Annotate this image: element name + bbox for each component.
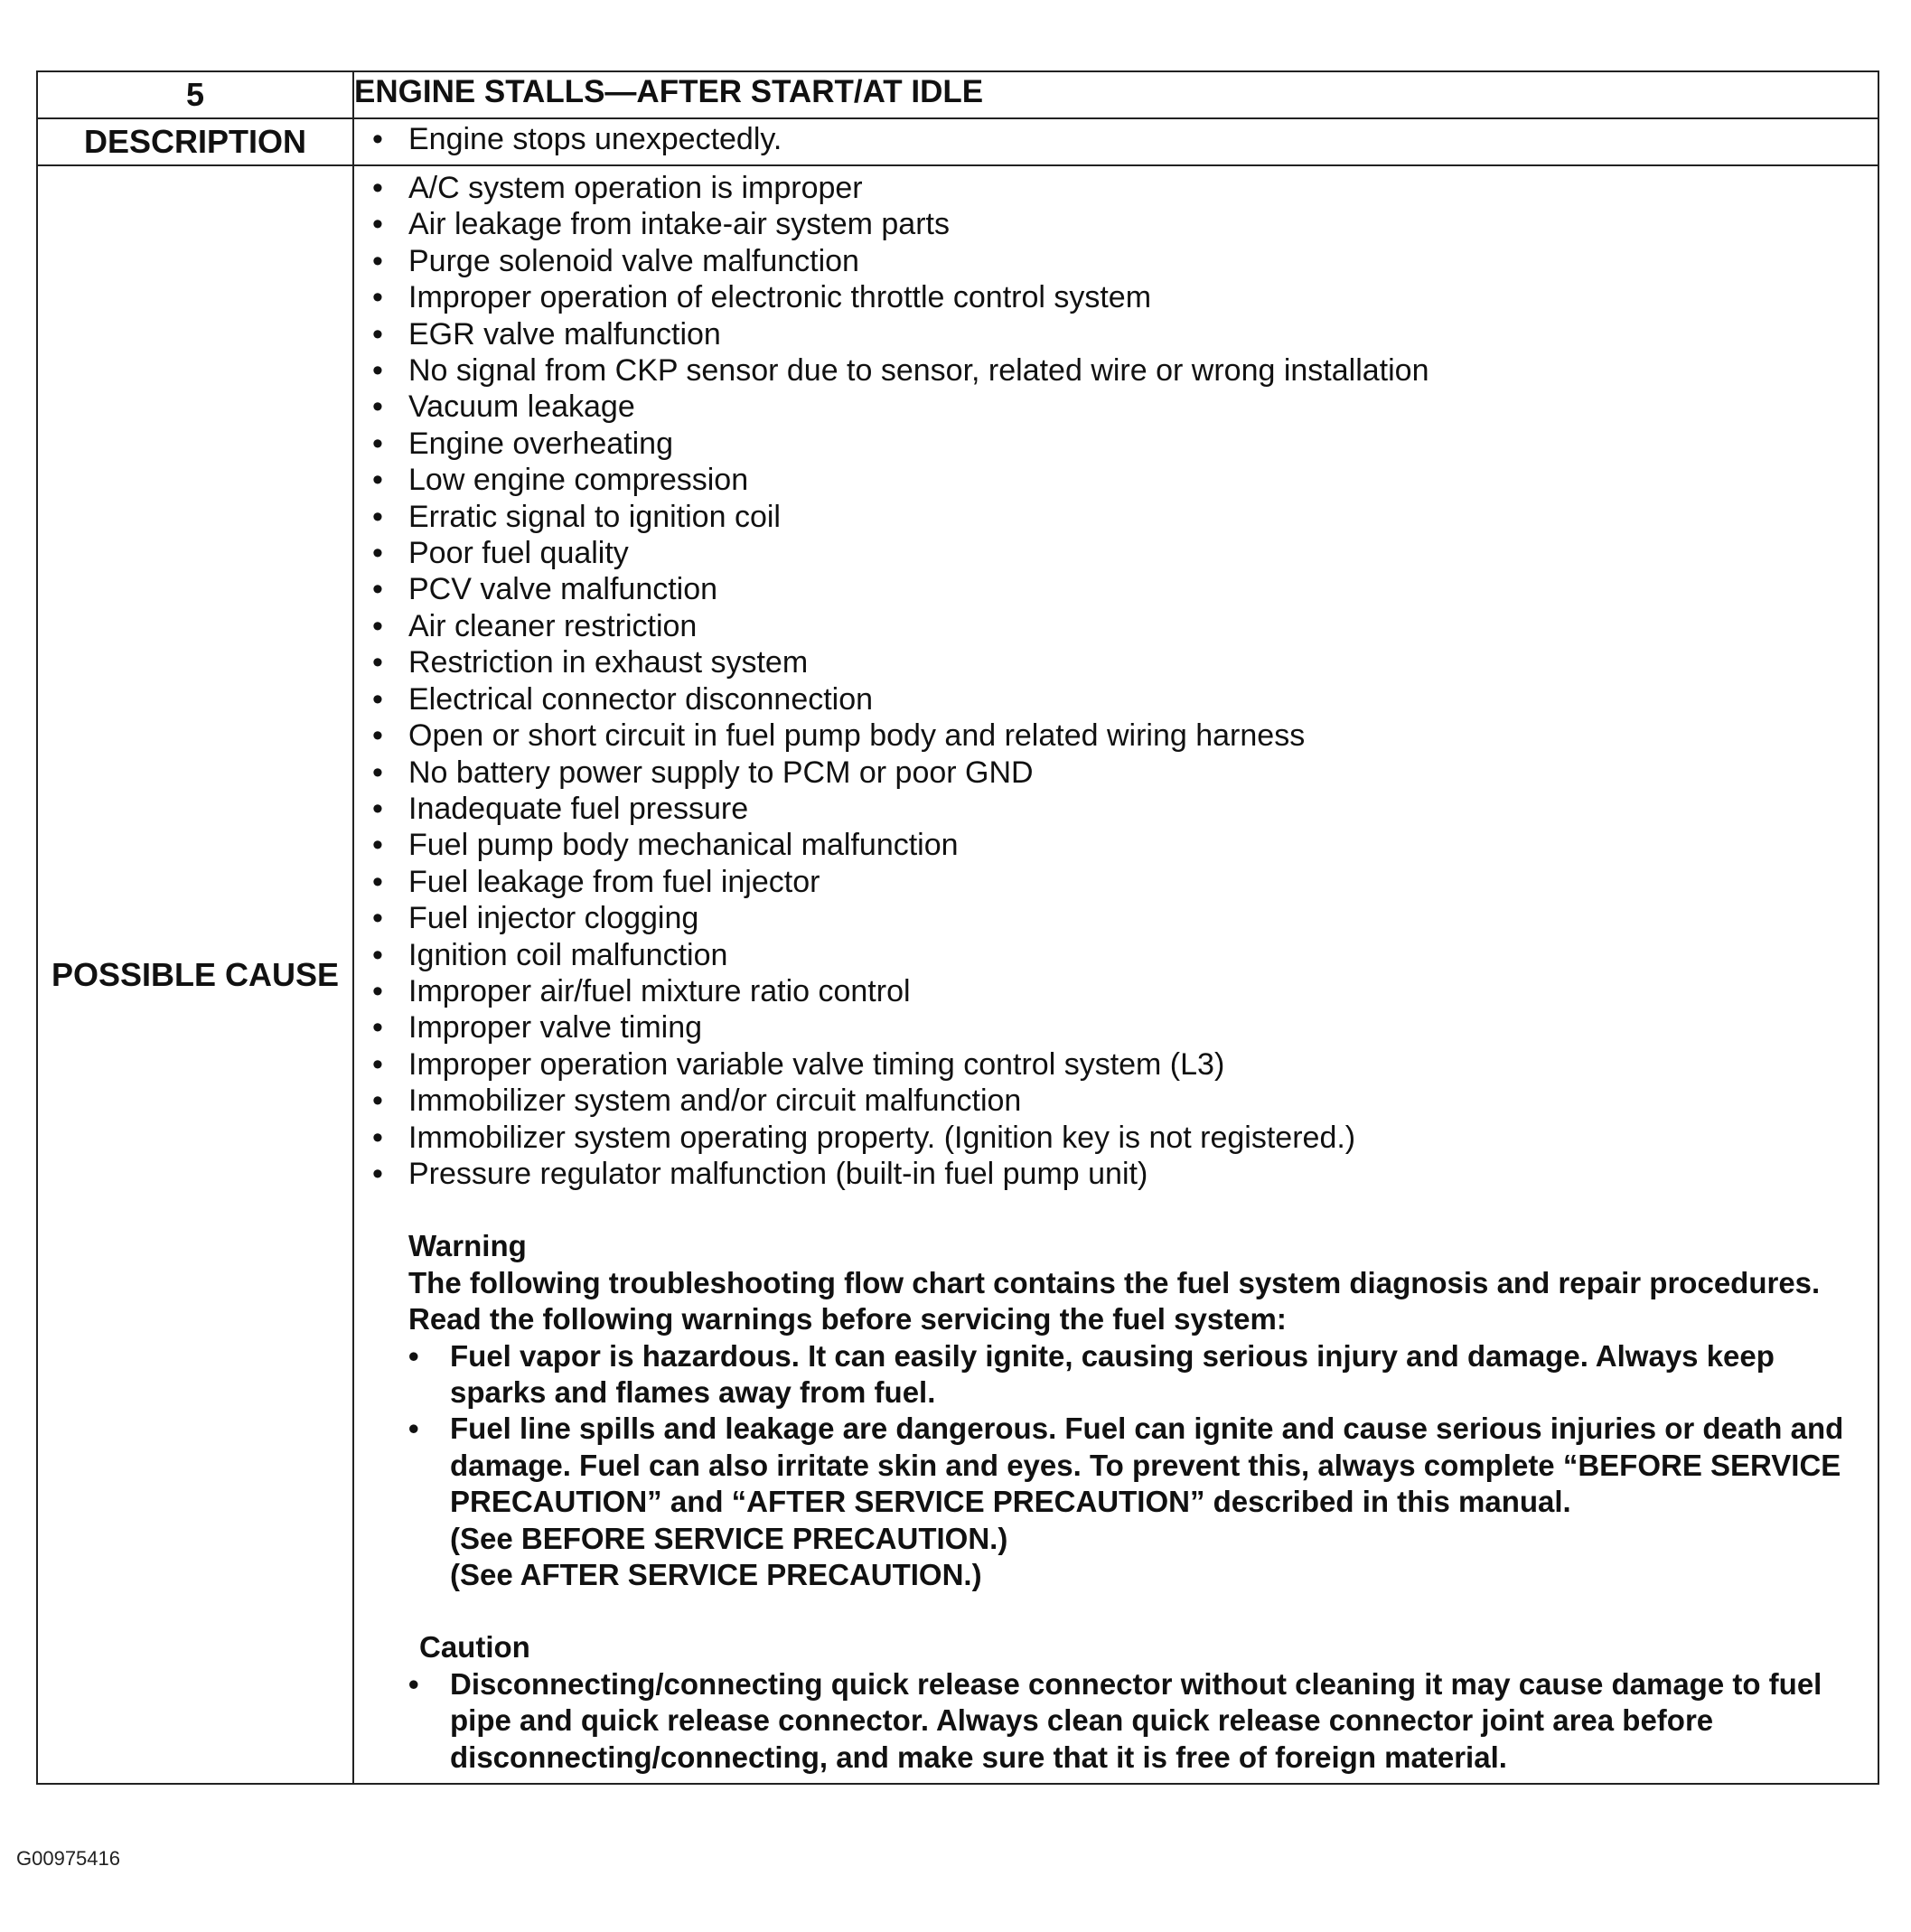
- table-header-row: [37, 71, 1878, 118]
- cause-item: • Air cleaner restriction: [372, 608, 698, 643]
- bullet-dot-icon: •: [372, 755, 383, 790]
- possible-cause-label: POSSIBLE CAUSE: [37, 165, 353, 1784]
- bullet-dot-icon: •: [372, 536, 383, 571]
- bullet-dot-icon: •: [372, 426, 383, 461]
- bullet-dot-icon: •: [372, 243, 383, 278]
- bullet-dot-icon: •: [408, 1338, 419, 1373]
- troubleshooting-table: [36, 70, 1879, 1785]
- cause-item: • Engine overheating: [372, 426, 674, 461]
- bullet-dot-icon: •: [372, 864, 383, 899]
- cause-item: • Low engine compression: [372, 463, 749, 498]
- warning-item: • Fuel vapor is hazardous. It can easily ignite, causing serious injury and damage. Always keep sparks and flames away from fuel.: [408, 1338, 1775, 1409]
- cause-item: • Open or short circuit in fuel pump body and related wiring harness: [372, 718, 1306, 754]
- description-list: [354, 119, 1878, 157]
- cause-list: [354, 166, 1878, 1192]
- symptom-title: ENGINE STALLS—AFTER START/AT IDLE: [353, 71, 1878, 118]
- cause-item: • No battery power supply to PCM or poor GND: [372, 755, 1034, 790]
- cause-item: • Electrical connector disconnection: [372, 681, 874, 717]
- step-number: 5: [37, 71, 353, 118]
- cause-item: • Purge solenoid valve malfunction: [372, 243, 859, 278]
- description-item: • Engine stops unexpectedly.: [372, 122, 782, 156]
- bullet-dot-icon: •: [372, 572, 383, 607]
- cause-item: • Inadequate fuel pressure: [372, 791, 749, 826]
- bullet-dot-icon: •: [372, 280, 383, 315]
- cause-item: • Improper operation of electronic throttle control system: [372, 280, 1152, 315]
- cause-item: • Fuel pump body mechanical malfunction: [372, 828, 959, 863]
- cause-item: • EGR valve malfunction: [372, 316, 721, 352]
- cause-item: • Fuel leakage from fuel injector: [372, 864, 820, 899]
- cause-item: • Air leakage from intake-air system parts: [372, 207, 950, 242]
- cause-item: • Improper air/fuel mixture ratio control: [372, 973, 911, 1008]
- bullet-dot-icon: •: [372, 1010, 383, 1046]
- bullet-dot-icon: •: [372, 171, 383, 205]
- bullet-dot-icon: •: [372, 463, 383, 498]
- description-row: [37, 118, 1878, 165]
- bullet-dot-icon: •: [372, 1120, 383, 1155]
- description-cell: [353, 118, 1878, 165]
- caution-list: [408, 1666, 1878, 1776]
- bullet-dot-icon: •: [372, 353, 383, 389]
- possible-cause-row: [37, 165, 1878, 1784]
- cause-item: • Vacuum leakage: [372, 389, 635, 425]
- bullet-dot-icon: •: [372, 122, 383, 156]
- bullet-dot-icon: •: [372, 389, 383, 425]
- bullet-dot-icon: •: [408, 1411, 419, 1446]
- cause-item: • Improper operation variable valve timing control system (L3): [372, 1046, 1225, 1082]
- cause-item: • Pressure regulator malfunction (built-in fuel pump unit): [372, 1156, 1148, 1191]
- bullet-dot-icon: •: [372, 645, 383, 680]
- cause-item: • Immobilizer system operating property. (Ignition key is not registered.): [372, 1120, 1356, 1155]
- caution-item: • Disconnecting/connecting quick release connector without cleaning it may cause damage to fuel pipe and quick release connector. Always clean quick release connector joint area before disconnecting/connecting, and make sure that it is free of foreign material.: [408, 1666, 1822, 1774]
- bullet-dot-icon: •: [372, 207, 383, 242]
- cause-item: • No signal from CKP sensor due to sensor, related wire or wrong installation: [372, 353, 1429, 389]
- cause-item: • Fuel injector clogging: [372, 901, 699, 936]
- possible-cause-cell: [353, 165, 1878, 1784]
- cause-item: • Improper valve timing: [372, 1010, 703, 1046]
- bullet-dot-icon: •: [408, 1666, 419, 1701]
- warning-heading: Warning: [408, 1229, 527, 1263]
- bullet-dot-icon: •: [372, 316, 383, 352]
- warning-intro: The following troubleshooting flow chart contains the fuel system diagnosis and repair procedures. Read the following warnings before servicing the fuel system:: [408, 1265, 1821, 1336]
- caution-heading: Caution: [419, 1630, 530, 1665]
- bullet-dot-icon: •: [372, 681, 383, 717]
- cause-item: • Poor fuel quality: [372, 536, 629, 571]
- bullet-dot-icon: •: [372, 1156, 383, 1191]
- bullet-dot-icon: •: [372, 1083, 383, 1119]
- bullet-dot-icon: •: [372, 499, 383, 534]
- bullet-dot-icon: •: [372, 937, 383, 972]
- warning-block: [354, 1228, 1878, 1593]
- bullet-dot-icon: •: [372, 718, 383, 754]
- description-label: DESCRIPTION: [37, 118, 353, 165]
- cause-item: • PCV valve malfunction: [372, 572, 718, 607]
- figure-id: G00975416: [16, 1847, 120, 1870]
- cause-item: • Ignition coil malfunction: [372, 937, 728, 972]
- see-before-reference: (See BEFORE SERVICE PRECAUTION.): [450, 1521, 1008, 1555]
- bullet-dot-icon: •: [372, 608, 383, 643]
- bullet-dot-icon: •: [372, 1046, 383, 1082]
- cause-item: • Restriction in exhaust system: [372, 645, 809, 680]
- cause-item: • A/C system operation is improper: [372, 171, 863, 205]
- see-after-reference: (See AFTER SERVICE PRECAUTION.): [450, 1558, 982, 1592]
- cause-item: • Immobilizer system and/or circuit malfunction: [372, 1083, 1022, 1119]
- bullet-dot-icon: •: [372, 973, 383, 1008]
- bullet-dot-icon: •: [372, 901, 383, 936]
- warning-list: [408, 1338, 1878, 1594]
- caution-block: [354, 1629, 1878, 1783]
- warning-item: • Fuel line spills and leakage are dangerous. Fuel can ignite and cause serious injuries or death and damage. Fuel can also irritate skin and eyes. To prevent this, always complete “BEFORE SERVICE PRECAUTION” and “AFTER SERVICE PRECAUTION” described in this manual. (See BEFORE SERVICE PRECAUTION.) (See AFTER SERVICE PRECAUTION.): [408, 1411, 1878, 1593]
- bullet-dot-icon: •: [372, 828, 383, 863]
- cause-item: • Erratic signal to ignition coil: [372, 499, 781, 534]
- bullet-dot-icon: •: [372, 791, 383, 826]
